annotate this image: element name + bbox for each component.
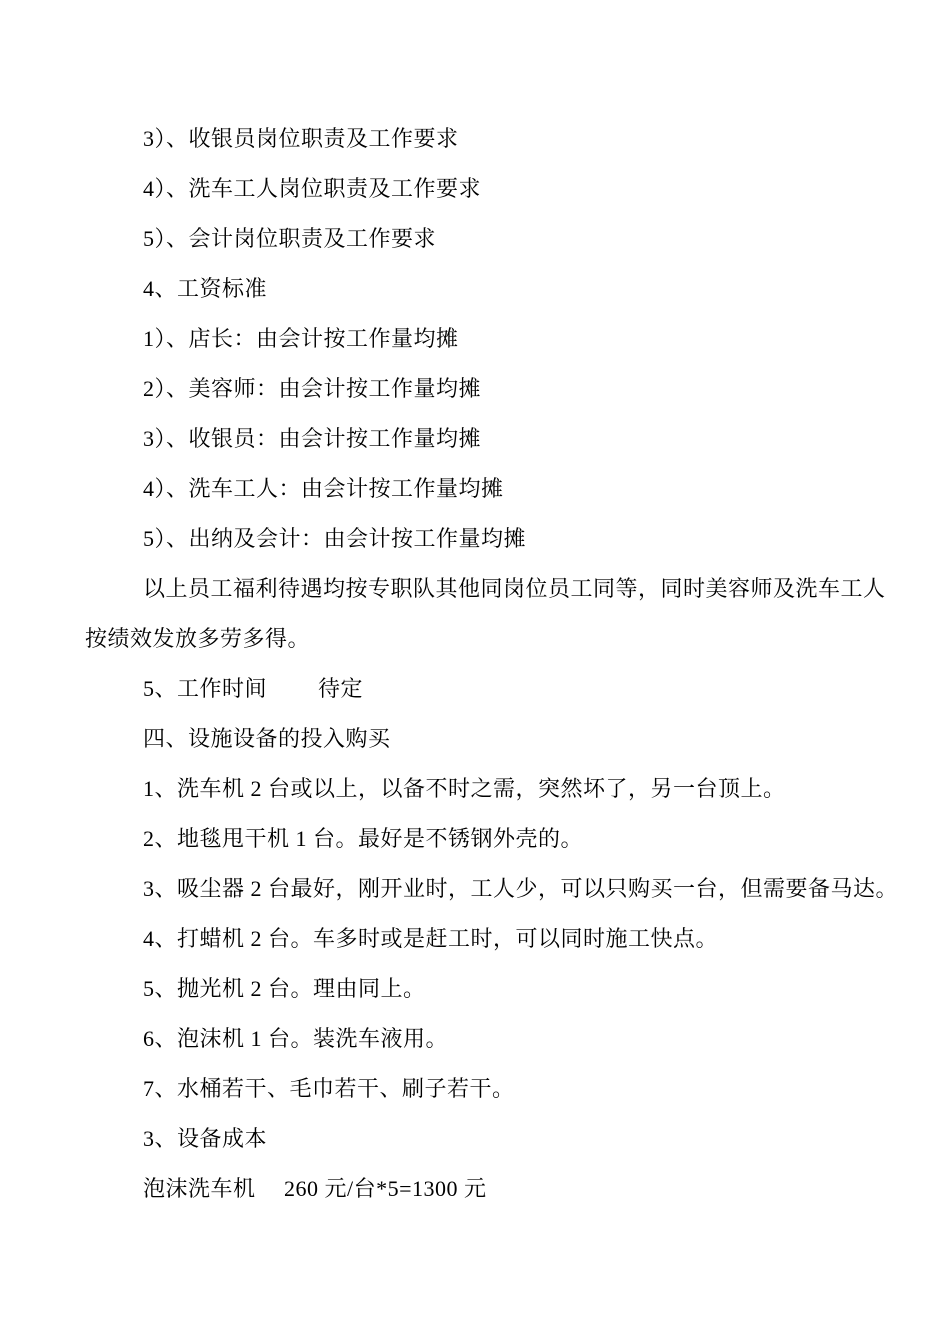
doc-line-salary-washer: 4）、洗车工人：由会计按工作量均摊 [143,476,504,501]
doc-line-carpet-dryer: 2、地毯甩干机 1 台。最好是不锈钢外壳的。 [143,826,584,851]
doc-paragraph-welfare-line1: 以上员工福利待遇均按专职队其他同岗位员工同等，同时美容师及洗车工人 [143,576,886,601]
doc-line-foam-washer-cost: 泡沫洗车机 260 元/台*5=1300 元 [143,1176,487,1201]
doc-heading-equipment-purchase: 四、设施设备的投入购买 [143,726,391,751]
doc-line-cashier-duties: 3）、收银员岗位职责及工作要求 [143,126,459,151]
doc-line-car-washer-machine: 1、洗车机 2 台或以上，以备不时之需，突然坏了，另一台顶上。 [143,776,786,801]
doc-line-salary-manager: 1）、店长：由会计按工作量均摊 [143,326,459,351]
doc-line-waxing-machine: 4、打蜡机 2 台。车多时或是赶工时，可以同时施工快点。 [143,926,719,951]
doc-heading-salary-standard: 4、工资标准 [143,276,268,301]
doc-line-washer-duties: 4）、洗车工人岗位职责及工作要求 [143,176,482,201]
doc-heading-equipment-cost: 3、设备成本 [143,1126,268,1151]
doc-line-foam-machine: 6、泡沫机 1 台。装洗车液用。 [143,1026,449,1051]
doc-line-buckets-towels: 7、水桶若干、毛巾若干、刷子若干。 [143,1076,515,1101]
doc-line-polishing-machine: 5、抛光机 2 台。理由同上。 [143,976,426,1001]
doc-paragraph-welfare-line2: 按绩效发放多劳多得。 [85,626,311,651]
doc-line-work-hours: 5、工作时间 待定 [143,676,364,701]
doc-line-salary-beautician: 2）、美容师：由会计按工作量均摊 [143,376,482,401]
doc-line-salary-treasurer: 5）、出纳及会计：由会计按工作量均摊 [143,526,527,551]
doc-line-salary-cashier: 3）、收银员：由会计按工作量均摊 [143,426,482,451]
doc-line-vacuum-cleaner: 3、吸尘器 2 台最好，刚开业时，工人少，可以只购买一台，但需要备马达。 [143,876,899,901]
doc-line-accountant-duties: 5）、会计岗位职责及工作要求 [143,226,437,251]
